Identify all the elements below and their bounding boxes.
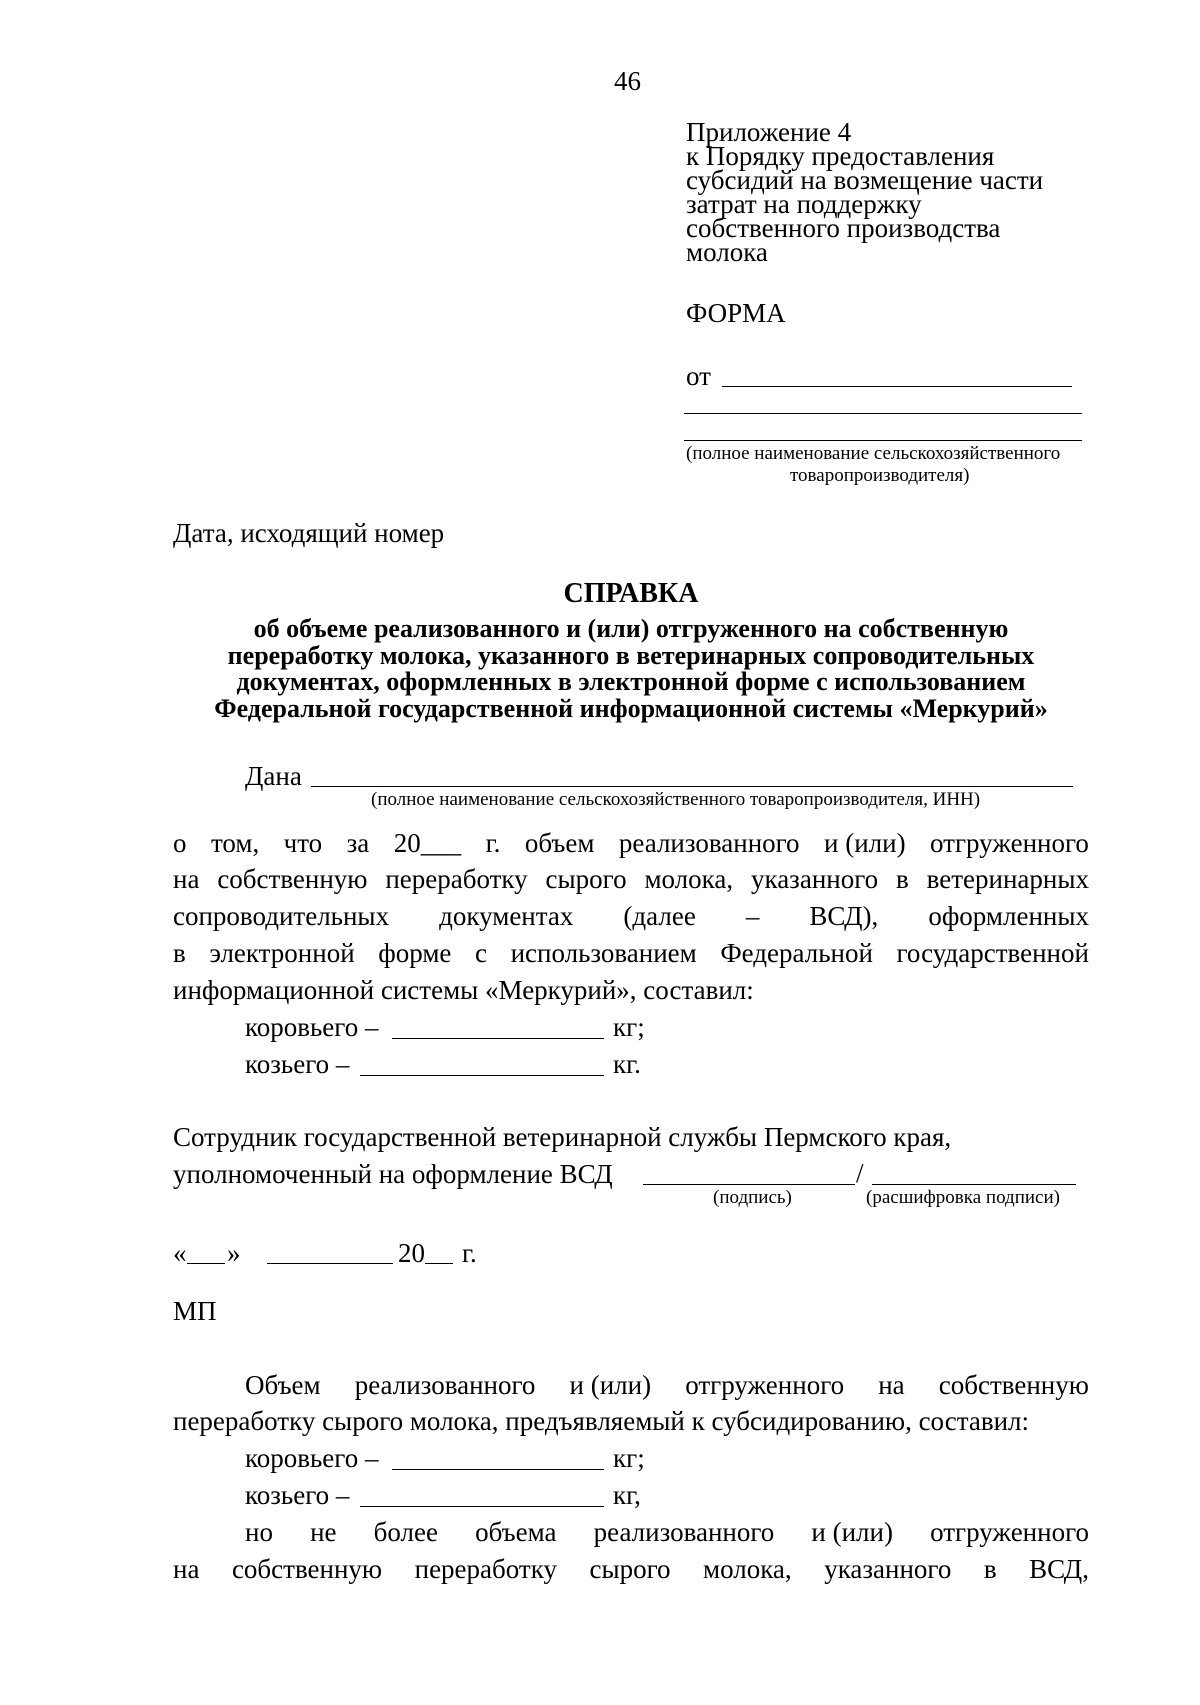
word: отгруженного	[930, 828, 1089, 858]
word: переработку	[385, 864, 528, 894]
appendix-line: субсидий на возмещение части	[686, 165, 1044, 195]
word: указанного	[824, 1554, 952, 1584]
appendix-block	[686, 117, 1044, 267]
body1-line-5: информационной системы «Меркурий», составил:	[173, 975, 754, 1005]
word: и (или)	[811, 1517, 893, 1547]
signature-caption: (подпись)	[713, 1187, 792, 1208]
word: Федеральной	[720, 938, 873, 968]
word: сырого	[589, 1554, 671, 1584]
word: Объем	[245, 1370, 321, 1400]
cow-label-2: коровьего –	[245, 1443, 379, 1473]
word: использованием	[510, 938, 697, 968]
date-year-prefix: 20	[398, 1238, 425, 1268]
word: с	[474, 938, 487, 968]
word: объема	[475, 1517, 557, 1547]
subtitle-line: переработку молока, указанного в ветеринарных сопроводительных	[227, 640, 1035, 670]
goat-amount-field-2[interactable]	[360, 1506, 604, 1507]
signature-decode-field[interactable]	[872, 1184, 1076, 1185]
word: более	[373, 1517, 438, 1547]
body2-line-2: переработку сырого молока, предъявляемый к субсидированию, составил:	[173, 1406, 1029, 1436]
goat-label-2: козьего –	[245, 1480, 350, 1510]
officer-line-2: уполномоченный на оформление ВСД	[173, 1159, 613, 1189]
word: (далее	[623, 901, 696, 931]
word: на	[173, 1554, 200, 1584]
document-title: СПРАВКА	[563, 578, 699, 609]
word: ВСД,	[1029, 1554, 1089, 1584]
date-month-field[interactable]	[267, 1263, 393, 1264]
body3-line-2	[173, 1556, 1089, 1583]
word: отгруженного	[685, 1370, 845, 1400]
word: на	[173, 864, 200, 894]
from-field-line-2[interactable]	[684, 413, 1082, 414]
word: ветеринарных	[926, 864, 1089, 894]
appendix-line: молока	[686, 237, 768, 267]
date-day-field[interactable]	[187, 1263, 225, 1264]
date-outgoing-number: Дата, исходящий номер	[173, 518, 445, 548]
word: но	[245, 1517, 273, 1547]
page-number: 46	[614, 66, 641, 96]
word: в	[173, 938, 186, 968]
appendix-line: Приложение 4	[686, 117, 852, 147]
signature-field[interactable]	[643, 1184, 855, 1185]
word: что	[283, 828, 323, 858]
word: 20___	[393, 828, 462, 858]
word: в	[896, 864, 909, 894]
subtitle-line: документах, оформленных в электронной форме с использованием	[236, 667, 1026, 696]
word: том,	[210, 828, 260, 858]
word: в	[983, 1554, 997, 1584]
cow-unit-1: кг;	[613, 1012, 645, 1042]
body1-line-1	[173, 830, 1089, 857]
word: на	[878, 1370, 905, 1400]
body2-line-1	[245, 1372, 1089, 1399]
date-year-field[interactable]	[425, 1263, 453, 1264]
word: –	[745, 901, 760, 931]
word: реализованного	[354, 1370, 536, 1400]
cow-amount-field-2[interactable]	[392, 1469, 604, 1470]
word: за	[346, 828, 370, 858]
appendix-line: собственного производства	[686, 213, 1001, 243]
word: реализованного	[593, 1517, 775, 1547]
word: оформленных	[928, 901, 1089, 931]
word: форме	[378, 938, 452, 968]
goat-unit-2: кг,	[613, 1480, 641, 1510]
goat-amount-field-1[interactable]	[360, 1075, 604, 1076]
word: сырого	[545, 864, 627, 894]
from-field-line-1[interactable]	[722, 386, 1072, 387]
appendix-line: к Порядку предоставления	[686, 141, 995, 171]
body1-line-3	[173, 903, 1089, 930]
form-label: ФОРМА	[686, 298, 786, 328]
officer-line-1: Сотрудник государственной ветеринарной службы Пермского края,	[173, 1122, 952, 1152]
given-caption: (полное наименование сельскохозяйственного товаропроизводителя, ИНН)	[371, 789, 981, 810]
cow-unit-2: кг;	[613, 1443, 645, 1473]
word: указанного	[750, 864, 879, 894]
body3-line-1	[245, 1519, 1089, 1546]
word: не	[310, 1517, 337, 1547]
from-caption-1: (полное наименование сельскохозяйственного	[686, 443, 1061, 464]
word: о	[173, 828, 187, 858]
from-field-line-3[interactable]	[684, 440, 1082, 441]
subtitle-line: Федеральной государственной информационной системы «Меркурий»	[214, 693, 1048, 723]
goat-unit-1: кг.	[613, 1049, 641, 1079]
body1-line-2	[173, 866, 1089, 893]
goat-label-1: козьего –	[245, 1049, 350, 1079]
given-field-line[interactable]	[311, 786, 1073, 787]
appendix-line: затрат на поддержку	[686, 189, 922, 219]
word: ВСД),	[809, 901, 879, 931]
signature-slash: /	[856, 1158, 864, 1188]
date-open-quote: «	[173, 1238, 187, 1268]
word: реализованного	[618, 828, 800, 858]
word: г.	[485, 828, 501, 858]
given-label: Дана	[245, 761, 302, 791]
date-close-quote: »	[227, 1238, 241, 1268]
signature-decode-caption: (расшифровка подписи)	[866, 1187, 1060, 1208]
word: государственной	[896, 938, 1089, 968]
word: отгруженного	[930, 1517, 1089, 1547]
cow-amount-field-1[interactable]	[392, 1038, 604, 1039]
word: переработку	[414, 1554, 557, 1584]
word: собственную	[231, 1554, 383, 1584]
word: объем	[524, 828, 595, 858]
subtitle-line: об объеме реализованного и (или) отгруженного на собственную	[253, 614, 1009, 643]
word: и (или)	[569, 1370, 652, 1400]
from-label: от	[686, 361, 711, 391]
word: сопроводительных	[173, 901, 390, 931]
from-caption-2: товаропроизводителя)	[790, 465, 970, 486]
word: собственную	[217, 864, 368, 894]
cow-label-1: коровьего –	[245, 1012, 379, 1042]
body1-line-4	[173, 940, 1089, 967]
date-year-suffix: г.	[462, 1238, 477, 1268]
word: и (или)	[824, 828, 906, 858]
stamp-label: МП	[173, 1296, 217, 1326]
word: молока,	[703, 1554, 792, 1584]
document-subtitle	[173, 616, 1089, 722]
word: электронной	[209, 938, 355, 968]
word: молока,	[644, 864, 734, 894]
word: собственную	[938, 1370, 1089, 1400]
word: документах	[439, 901, 574, 931]
